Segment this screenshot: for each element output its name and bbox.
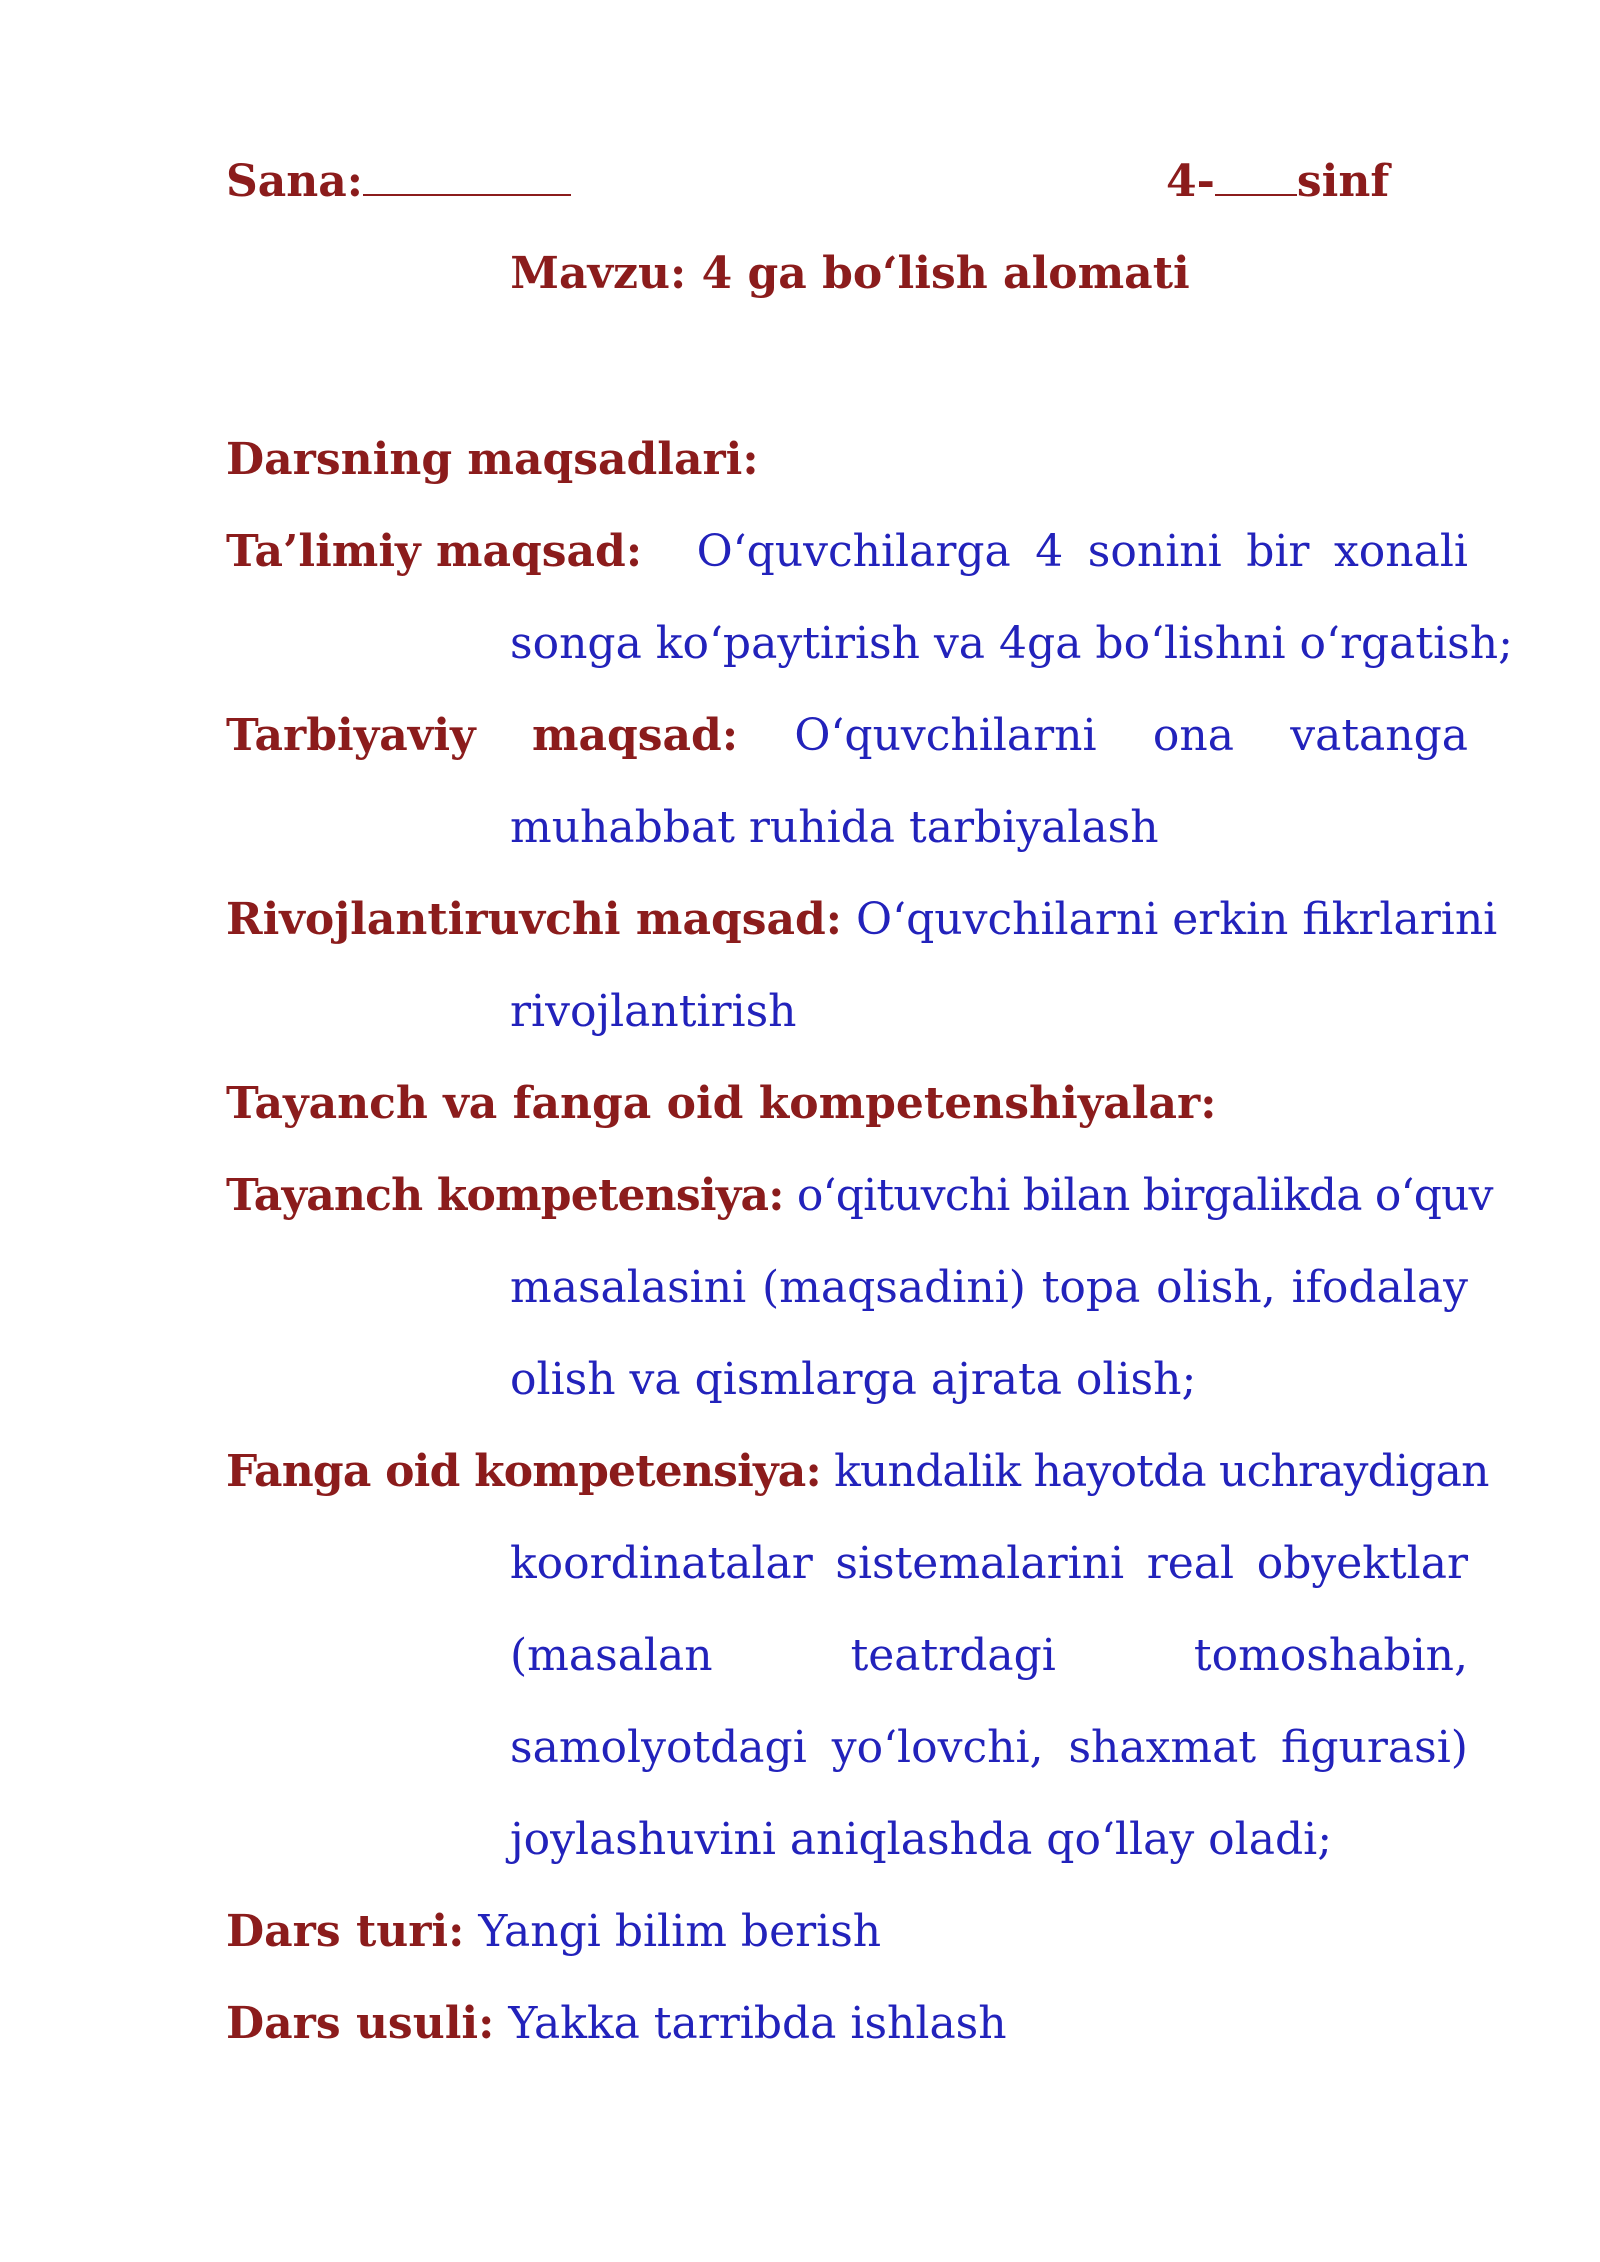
core-competency-word: olish, — [1156, 1262, 1276, 1313]
core-competency-line1 — [226, 1166, 1493, 1226]
core-competency-line2 — [510, 1258, 1468, 1318]
developmental-goal-line1 — [226, 890, 1497, 950]
lesson-type-line — [226, 1902, 881, 1962]
subject-competency-line1 — [226, 1442, 1489, 1502]
educational-word: 4 — [1035, 526, 1064, 577]
lesson-type-value: Yangi bilim berish — [478, 1906, 882, 1957]
subject-competency-line4 — [510, 1718, 1468, 1778]
subject-competency-line3 — [510, 1626, 1468, 1686]
subject-competency-word: teatrdagi — [850, 1630, 1056, 1681]
subject-competency-word: figurasi) — [1281, 1722, 1468, 1773]
lesson-type-label: Dars turi: — [226, 1906, 465, 1957]
educational-goal-label: Ta’limiy maqsad: — [226, 526, 643, 577]
upbringing-word: O‘quvchilarni — [794, 710, 1097, 761]
lesson-method-value: Yakka tarribda ishlash — [508, 1998, 1007, 2049]
developmental-goal-line2: rivojlantirish — [510, 986, 797, 1037]
core-competency-word: masalasini — [510, 1262, 747, 1313]
upbringing-word: vatanga — [1290, 710, 1468, 761]
grade-suffix: sinf — [1296, 156, 1390, 207]
educational-word: xonali — [1333, 526, 1468, 577]
subject-competency-word: yo‘lovchi, — [831, 1722, 1044, 1773]
upbringing-goal-line2: muhabbat ruhida tarbiyalash — [510, 802, 1159, 853]
subject-competency-text: kundalik hayotda uchraydigan — [834, 1446, 1489, 1497]
competencies-heading: Tayanch va fanga oid kompetenshiyalar: — [226, 1078, 1217, 1129]
subject-competency-word: sistemalarini — [835, 1538, 1125, 1589]
subject-competency-word: real — [1146, 1538, 1235, 1589]
grade-field — [1166, 152, 1389, 212]
developmental-goal-text: O‘quvchilarni erkin fikrlarini — [856, 894, 1498, 945]
core-competency-word: ifodalay — [1291, 1262, 1468, 1313]
core-competency-word: (maqsadini) — [761, 1262, 1026, 1313]
goals-heading: Darsning maqsadlari: — [226, 434, 759, 485]
upbringing-word: ona — [1152, 710, 1234, 761]
subject-competency-word: shaxmat — [1068, 1722, 1257, 1773]
subject-competency-line2 — [510, 1534, 1468, 1594]
core-competency-line3: olish va qismlarga ajrata olish; — [510, 1354, 1197, 1405]
educational-goal-line2: songa ko‘paytirish va 4ga bo‘lishni o‘rgatish; — [510, 618, 1513, 669]
subject-competency-word: samolyotdagi — [510, 1722, 807, 1773]
upbringing-goal-label-word: Tarbiyaviy — [226, 710, 476, 761]
upbringing-goal-label-word: maqsad: — [531, 710, 739, 761]
core-competency-text: o‘qituvchi bilan birgalikda o‘quv — [796, 1170, 1493, 1221]
lesson-method-label: Dars usuli: — [226, 1998, 495, 2049]
developmental-goal-label: Rivojlantiruvchi maqsad: — [226, 894, 843, 945]
educational-word: O‘quvchilarga — [696, 526, 1011, 577]
core-competency-word: topa — [1041, 1262, 1141, 1313]
upbringing-goal-line1 — [226, 706, 1468, 766]
date-field — [226, 152, 571, 212]
date-blank — [363, 154, 571, 196]
topic-text: Mavzu: 4 ga bo‘lish alomati — [510, 248, 1190, 299]
grade-blank — [1215, 154, 1297, 196]
core-competency-label: Tayanch kompetensiya: — [226, 1170, 784, 1221]
educational-word: sonini — [1087, 526, 1222, 577]
subject-competency-word: koordinatalar — [510, 1538, 813, 1589]
topic-title — [0, 244, 1600, 304]
date-label: Sana: — [226, 156, 364, 207]
lesson-method-line — [226, 1994, 1007, 2054]
subject-competency-word: obyektlar — [1256, 1538, 1468, 1589]
subject-competency-word: (masalan — [510, 1630, 713, 1681]
educational-word: bir — [1246, 526, 1310, 577]
subject-competency-word: tomoshabin, — [1193, 1630, 1468, 1681]
educational-goal-line1 — [226, 522, 1468, 582]
subject-competency-line5: joylashuvini aniqlashda qo‘llay oladi; — [510, 1814, 1333, 1865]
grade-prefix: 4- — [1166, 156, 1215, 207]
subject-competency-label: Fanga oid kompetensiya: — [226, 1446, 821, 1497]
